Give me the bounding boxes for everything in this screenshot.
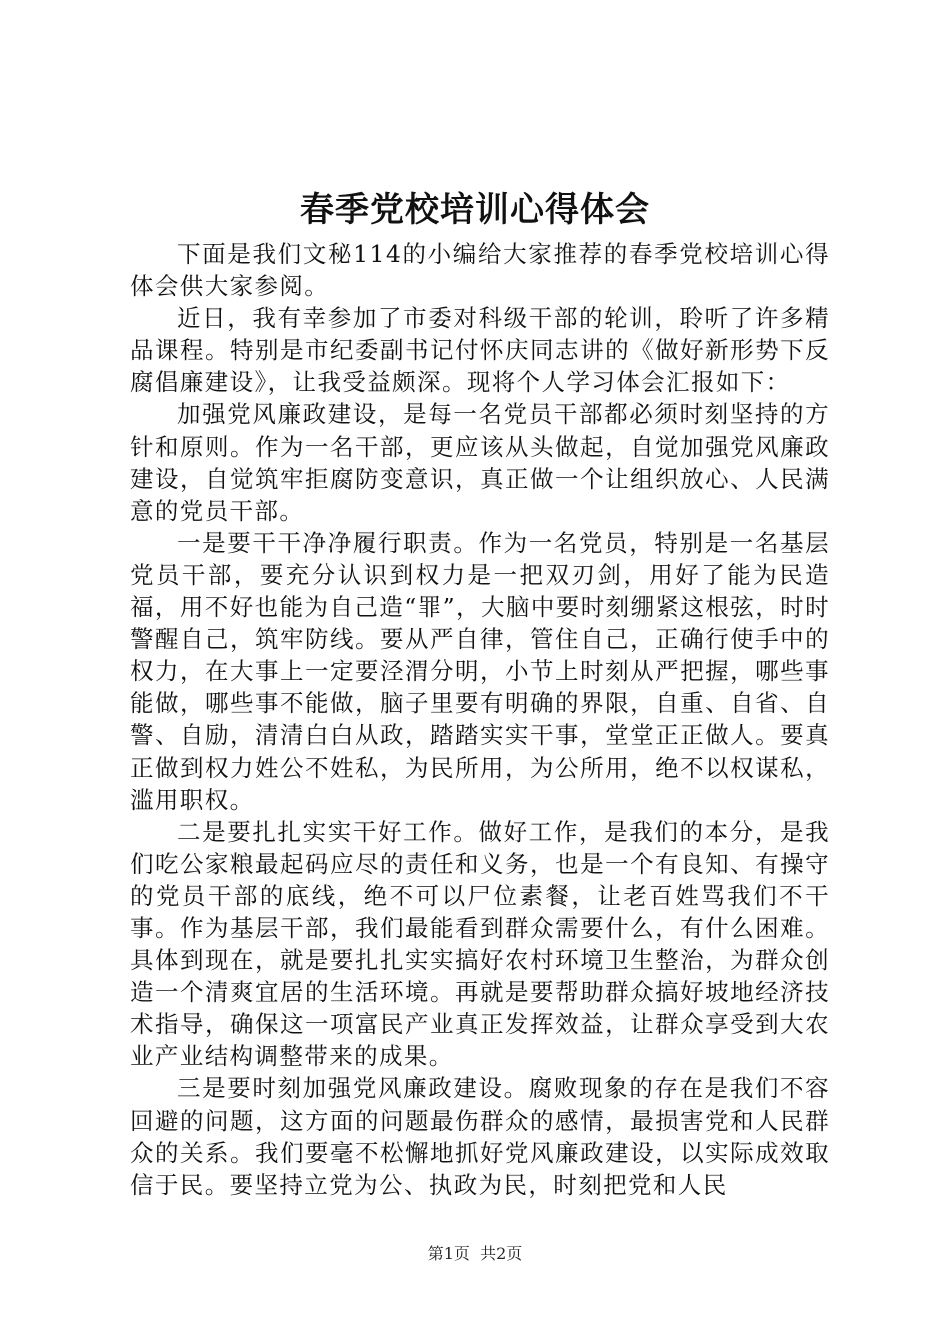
paragraph-intro: 下面是我们文秘114的小编给大家推荐的春季党校培训心得体会供大家参阅。 xyxy=(130,240,830,301)
page-total: 共2页 xyxy=(480,1244,523,1263)
document-title: 春季党校培训心得体会 xyxy=(300,190,650,230)
document-body xyxy=(130,238,830,1201)
page-footer xyxy=(0,1243,950,1265)
paragraph-principle: 加强党风廉政建设，是每一名党员干部都必须时刻坚持的方针和原则。作为一名干部，更应该从头做起，自觉加强党风廉政建设，自觉筑牢拒腐防变意识，真正做一个让组织放心、人民满意的党员干部。 xyxy=(130,400,830,525)
paragraph-point-one: 一是要干干净净履行职责。作为一名党员，特别是一名基层党员干部，要充分认识到权力是一把双刃剑，用好了能为民造福，用不好也能为自己造“罪”，大脑中要时刻绷紧这根弦，时时警醒自己，筑牢防线。要从严自律，管住自己，正确行使手中的权力，在大事上一定要泾渭分明，小节上时刻从严把握，哪些事能做，哪些事不能做，脑子里要有明确的界限，自重、自省、自警、自励，清清白白从政，踏踏实实干事，堂堂正正做人。要真正做到权力姓公不姓私，为民所用，为公所用，绝不以权谋私，滥用职权。 xyxy=(130,528,830,814)
paragraph-background: 近日，我有幸参加了市委对科级干部的轮训，聆听了许多精品课程。特别是市纪委副书记付怀庆同志讲的《做好新形势下反腐倡廉建设》，让我受益颇深。现将个人学习体会汇报如下： xyxy=(130,304,830,397)
footer-separator xyxy=(470,1244,480,1263)
paragraph-point-three: 三是要时刻加强党风廉政建设。腐败现象的存在是我们不容回避的问题，这方面的问题最伤群众的感情，最损害党和人民群众的关系。我们要毫不松懈地抓好党风廉政建设，以实际成效取信于民。要坚持立党为公、执政为民，时刻把党和人民 xyxy=(130,1074,830,1199)
paragraph-point-two: 二是要扎扎实实干好工作。做好工作，是我们的本分，是我们吃公家粮最起码应尽的责任和义务，也是一个有良知、有操守的党员干部的底线，绝不可以尸位素餐，让老百姓骂我们不干事。作为基层干部，我们最能看到群众需要什么，有什么困难。具体到现在，就是要扎扎实实搞好农村环境卫生整治，为群众创造一个清爽宜居的生活环境。再就是要帮助群众搞好坡地经济技术指导，确保这一项富民产业真正发挥效益，让群众享受到大农业产业结构调整带来的成果。 xyxy=(130,817,830,1071)
page-number: 第1页 xyxy=(427,1244,470,1263)
